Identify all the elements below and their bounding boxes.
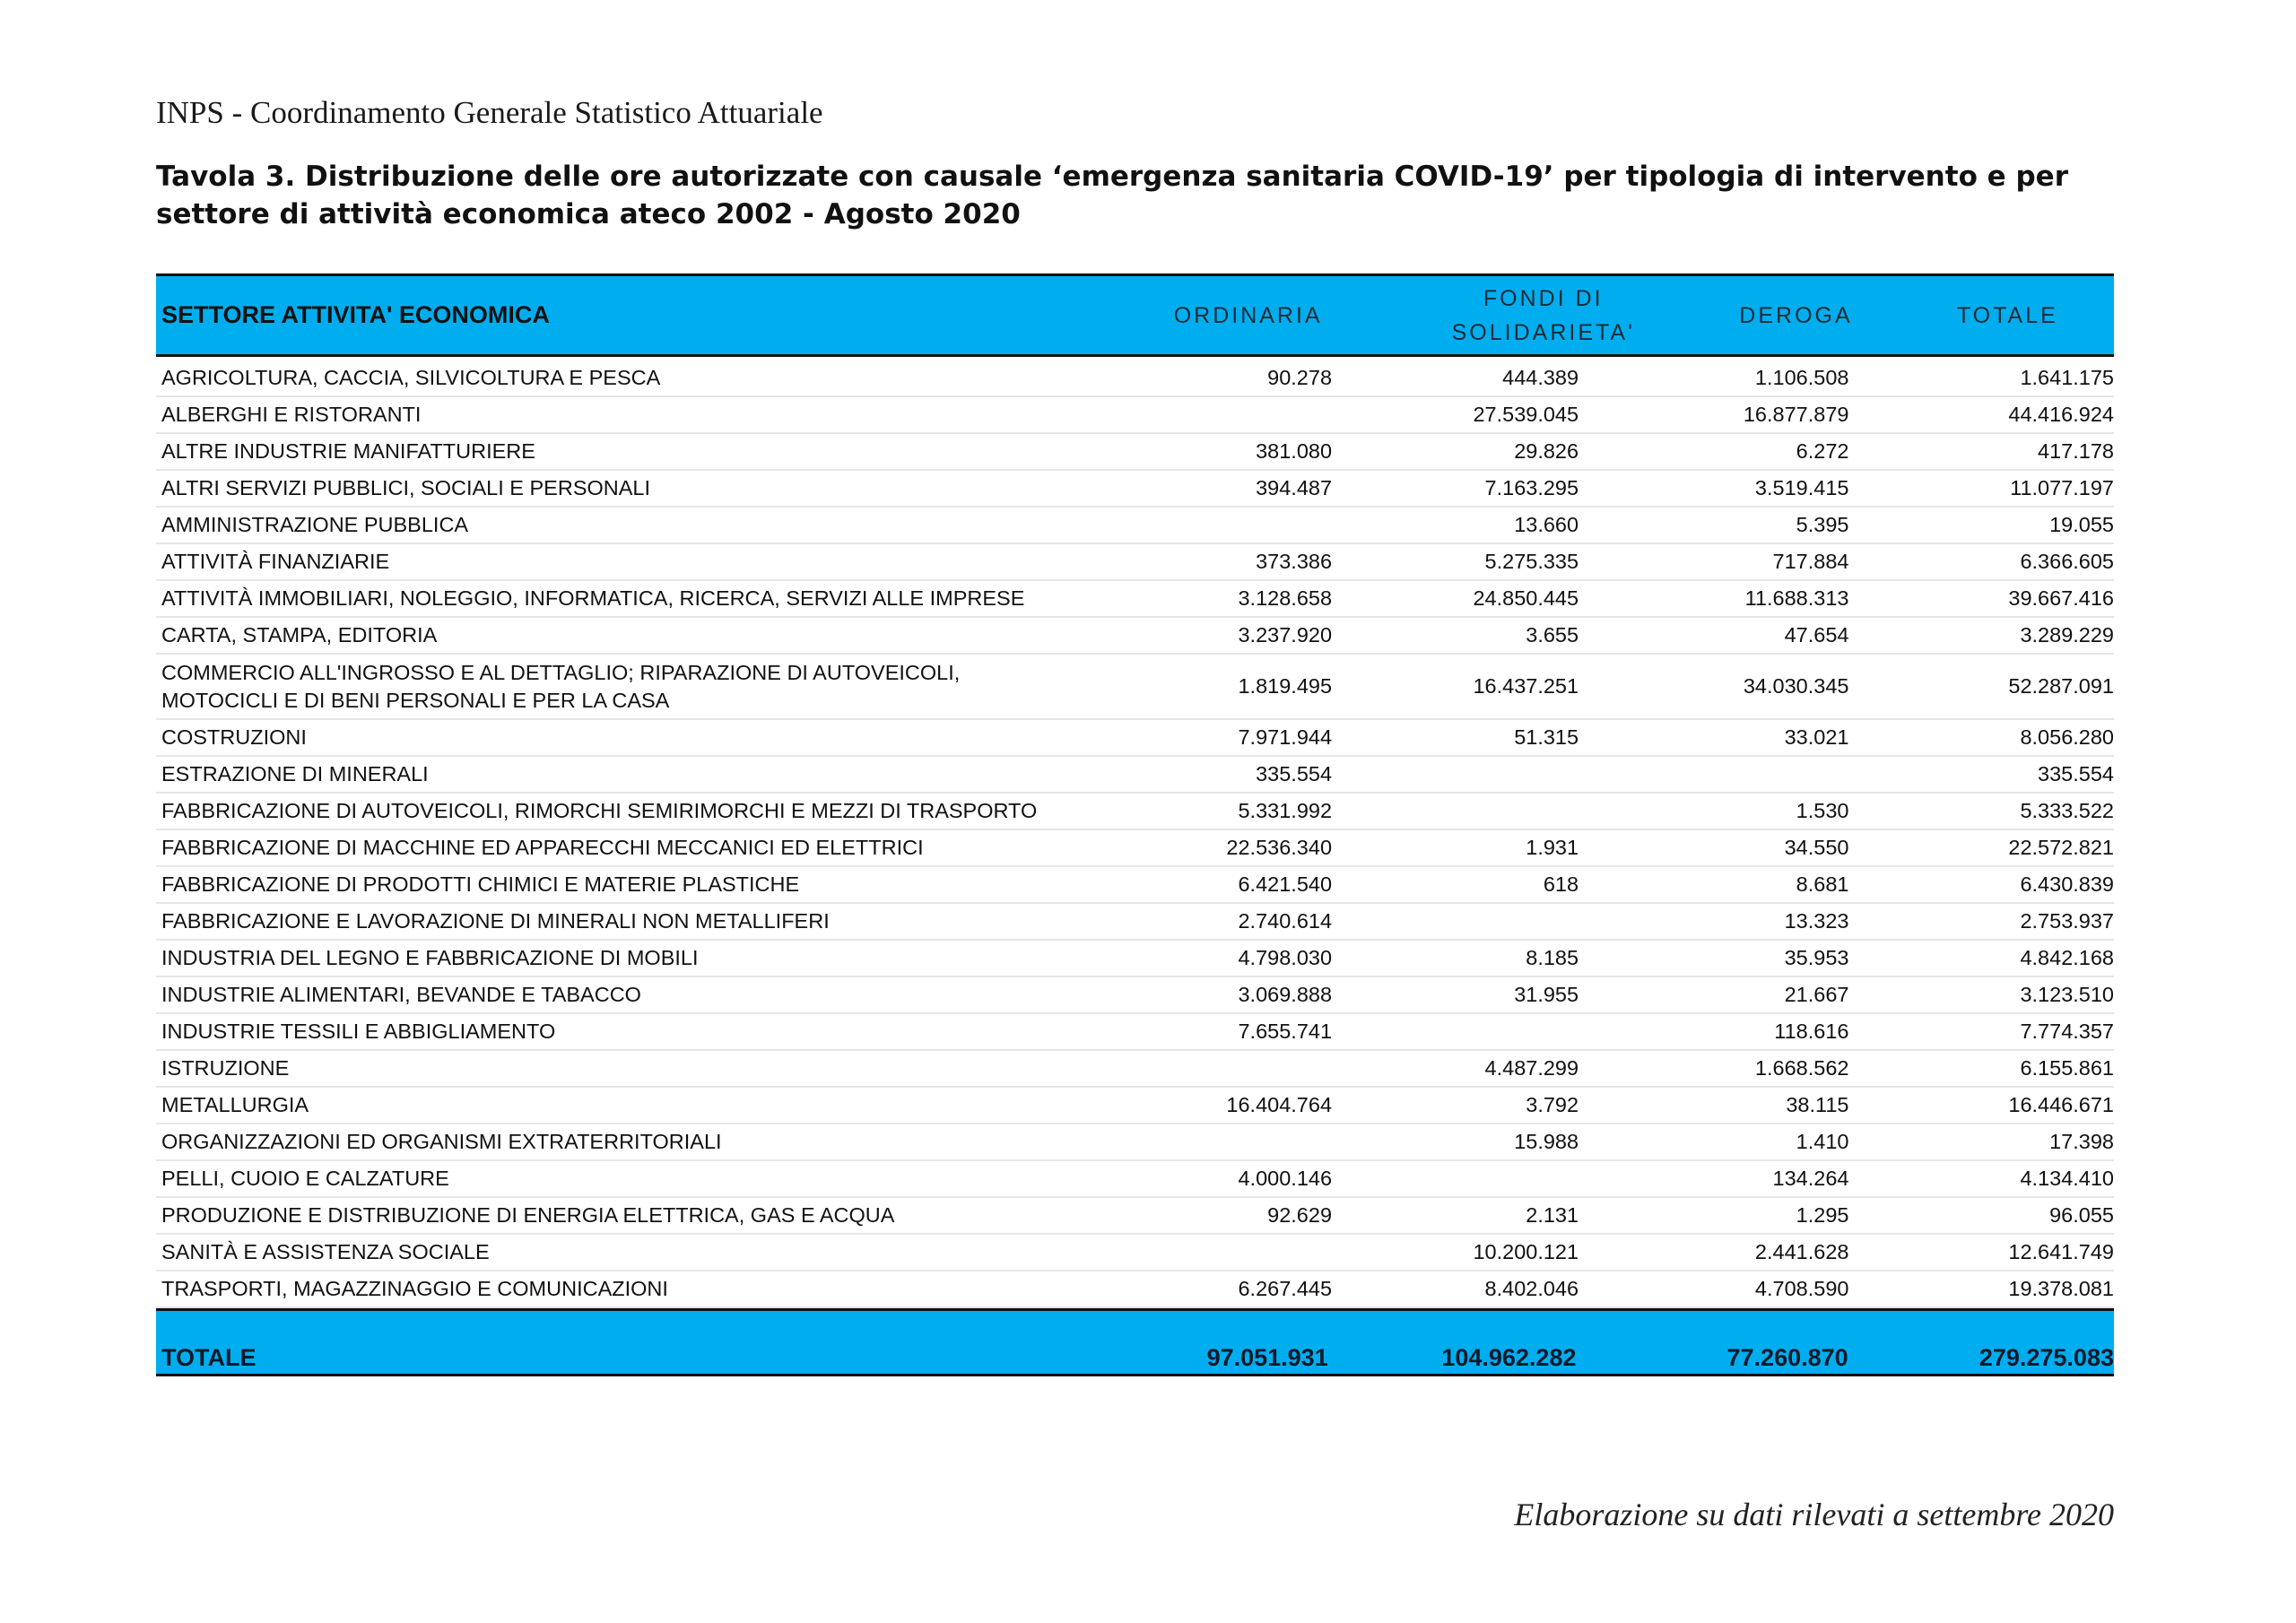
table-row: [156, 544, 2114, 581]
cell-deroga: 5.395: [1796, 513, 1849, 536]
cell-totale: 6.366.605: [2020, 550, 2114, 573]
cell-ordinaria: 7.971.944: [1238, 725, 1333, 749]
table-row: [156, 434, 2114, 471]
cell-totale: 96.055: [2049, 1203, 2114, 1227]
table-row: [156, 1235, 2114, 1271]
table-row: [156, 977, 2114, 1014]
cell-totale: 39.667.416: [2008, 586, 2114, 610]
cell-ordinaria: 4.798.030: [1238, 946, 1333, 969]
cell-ordinaria: 16.404.764: [1226, 1093, 1333, 1116]
cell-totale: 52.287.091: [2008, 674, 2114, 698]
cell-fondi: 5.275.335: [1484, 550, 1579, 573]
cell-settore: FABBRICAZIONE DI MACCHINE ED APPARECCHI MECCANICI ED ELETTRICI: [161, 836, 924, 859]
cell-fondi: 3.792: [1526, 1093, 1579, 1116]
cell-totale: 12.641.749: [2008, 1240, 2114, 1263]
cell-deroga: 1.295: [1796, 1203, 1849, 1227]
cell-fondi: 15.988: [1514, 1130, 1579, 1153]
cell-deroga: 33.021: [1784, 725, 1849, 749]
cell-deroga: 11.688.313: [1744, 586, 1849, 610]
cell-totale: 2.753.937: [2020, 909, 2114, 933]
cell-totale: 1.641.175: [2020, 366, 2114, 389]
table-row: [156, 655, 2114, 720]
cell-ordinaria: 22.536.340: [1226, 836, 1333, 859]
cell-totale: 19.055: [2049, 513, 2114, 536]
cell-settore: TRASPORTI, MAGAZZINAGGIO E COMUNICAZIONI: [161, 1277, 668, 1300]
table-row: [156, 618, 2114, 655]
table-row: [156, 1124, 2114, 1161]
table-row: [156, 720, 2114, 757]
cell-fondi: 51.315: [1514, 725, 1579, 749]
cell-settore: AMMINISTRAZIONE PUBBLICA: [161, 513, 469, 536]
table-row: [156, 904, 2114, 941]
cell-fondi: 618: [1543, 872, 1579, 896]
cell-totale: 3.289.229: [2020, 623, 2114, 647]
cell-settore: FABBRICAZIONE DI PRODOTTI CHIMICI E MATERIE PLASTICHE: [161, 872, 800, 896]
cell-settore: ATTIVITÀ FINANZIARIE: [161, 550, 390, 573]
cell-ordinaria: 90.278: [1267, 366, 1333, 389]
cell-deroga: 2.441.628: [1754, 1240, 1849, 1263]
cell-deroga: 34.550: [1784, 836, 1849, 859]
table-row: [156, 471, 2114, 508]
cell-settore: ALTRI SERVIZI PUBBLICI, SOCIALI E PERSONALI: [161, 476, 651, 499]
cell-totale: 44.416.924: [2008, 403, 2114, 426]
cell-settore: SANITÀ E ASSISTENZA SOCIALE: [161, 1240, 490, 1263]
column-header-fondi-line1: FONDI DI: [1483, 285, 1604, 311]
cell-ordinaria: 3.069.888: [1238, 983, 1333, 1006]
cell-ordinaria: 6.421.540: [1238, 872, 1333, 896]
cell-settore: PELLI, CUOIO E CALZATURE: [161, 1167, 449, 1190]
cell-settore: ATTIVITÀ IMMOBILIARI, NOLEGGIO, INFORMATICA, RICERCA, SERVIZI ALLE IMPRESE: [161, 586, 1025, 610]
cell-fondi: 444.389: [1502, 366, 1579, 389]
cell-settore: FABBRICAZIONE DI AUTOVEICOLI, RIMORCHI SEMIRIMORCHI E MEZZI DI TRASPORTO: [161, 799, 1038, 822]
cell-totale: 417.178: [2038, 439, 2114, 463]
table-row: [156, 508, 2114, 544]
cell-settore: COSTRUZIONI: [161, 725, 307, 749]
cell-deroga: 1.410: [1796, 1130, 1849, 1153]
cell-totale: 11.077.197: [2010, 476, 2114, 499]
table-title: Tavola 3. Distribuzione delle ore autorizzate con causale ‘emergenza sanitaria COVID-19’ per tipologia di intervento e per settore di attività economica ateco 2002 - Agosto 2020: [156, 161, 2068, 230]
column-header-fondi-line2: SOLIDARIETA': [1451, 319, 1635, 345]
cell-deroga: 1.530: [1796, 799, 1849, 822]
cell-ordinaria: 2.740.614: [1238, 909, 1333, 933]
cell-settore: ESTRAZIONE DI MINERALI: [161, 762, 429, 785]
cell-deroga: 13.323: [1784, 909, 1849, 933]
table-row: [156, 1271, 2114, 1308]
column-header-ordinaria: ORDINARIA: [1173, 302, 1323, 328]
cell-deroga: 118.616: [1774, 1020, 1849, 1043]
cell-settore: INDUSTRIA DEL LEGNO E FABBRICAZIONE DI MOBILI: [161, 946, 699, 969]
cell-deroga: 35.953: [1784, 946, 1849, 969]
cell-settore: INDUSTRIE ALIMENTARI, BEVANDE E TABACCO: [161, 983, 641, 1006]
column-header-deroga: DEROGA: [1739, 302, 1853, 328]
column-header-settore: SETTORE ATTIVITA' ECONOMICA: [161, 301, 550, 328]
cell-ordinaria: 5.331.992: [1238, 799, 1333, 822]
total-deroga: 77.260.870: [1726, 1344, 1848, 1371]
cell-fondi: 1.931: [1526, 836, 1579, 859]
cell-settore: AGRICOLTURA, CACCIA, SILVICOLTURA E PESCA: [161, 366, 661, 389]
cell-totale: 16.446.671: [2008, 1093, 2114, 1116]
cell-totale: 22.572.821: [2008, 836, 2114, 859]
cell-settore: ALBERGHI E RISTORANTI: [161, 403, 422, 426]
cell-settore: CARTA, STAMPA, EDITORIA: [161, 623, 438, 647]
cell-ordinaria: 394.487: [1256, 476, 1333, 499]
total-row: [156, 1308, 2114, 1376]
cell-deroga: 1.668.562: [1754, 1056, 1849, 1080]
cell-totale: 19.378.081: [2008, 1277, 2114, 1300]
total-fondi: 104.962.282: [1441, 1344, 1577, 1371]
cell-fondi: 27.539.045: [1473, 403, 1579, 426]
cell-totale: 17.398: [2049, 1130, 2114, 1153]
column-header-totale: TOTALE: [1956, 302, 2058, 328]
table-row: [156, 757, 2114, 794]
table-row: [156, 867, 2114, 904]
total-label: TOTALE: [161, 1344, 257, 1371]
cell-deroga: 47.654: [1784, 623, 1849, 647]
cell-settore-line1: COMMERCIO ALL'INGROSSO E AL DETTAGLIO; RIPARAZIONE DI AUTOVEICOLI,: [161, 660, 961, 684]
cell-totale: 8.056.280: [2020, 725, 2114, 749]
cell-totale: 6.155.861: [2020, 1056, 2114, 1080]
cell-fondi: 24.850.445: [1473, 586, 1579, 610]
cell-ordinaria: 1.819.495: [1238, 674, 1333, 698]
total-ordinaria: 97.051.931: [1206, 1344, 1328, 1371]
table-row: [156, 397, 2114, 434]
cell-fondi: 3.655: [1526, 623, 1579, 647]
cell-settore: INDUSTRIE TESSILI E ABBIGLIAMENTO: [161, 1020, 556, 1043]
cell-deroga: 717.884: [1772, 550, 1849, 573]
cell-deroga: 38.115: [1786, 1093, 1849, 1116]
cell-settore: FABBRICAZIONE E LAVORAZIONE DI MINERALI NON METALLIFERI: [161, 909, 830, 933]
table-row: [156, 830, 2114, 867]
table-row: [156, 1014, 2114, 1051]
cell-deroga: 3.519.415: [1754, 476, 1849, 499]
table-row: [156, 360, 2114, 397]
cell-deroga: 6.272: [1796, 439, 1849, 463]
cell-settore: PRODUZIONE E DISTRIBUZIONE DI ENERGIA ELETTRICA, GAS E ACQUA: [161, 1203, 895, 1227]
cell-deroga: 4.708.590: [1754, 1277, 1849, 1300]
cell-fondi: 16.437.251: [1473, 674, 1579, 698]
cell-deroga: 21.667: [1784, 983, 1849, 1006]
cell-deroga: 8.681: [1796, 872, 1849, 896]
table-body: [156, 357, 2114, 1308]
cell-ordinaria: 373.386: [1256, 550, 1333, 573]
source-note: Elaborazione su dati rilevati a settembre 2020: [1514, 1497, 2114, 1532]
cell-fondi: 13.660: [1514, 513, 1579, 536]
cell-fondi: 2.131: [1526, 1203, 1579, 1227]
cell-totale: 335.554: [2038, 762, 2114, 785]
cell-ordinaria: 381.080: [1256, 439, 1333, 463]
column-header-fondi: [1396, 282, 1691, 350]
cell-deroga: 34.030.345: [1743, 674, 1849, 698]
cell-settore: METALLURGIA: [161, 1093, 309, 1116]
cell-totale: 7.774.357: [2020, 1020, 2114, 1043]
cell-settore: ALTRE INDUSTRIE MANIFATTURIERE: [161, 439, 535, 463]
cell-settore: ORGANIZZAZIONI ED ORGANISMI EXTRATERRITORIALI: [161, 1130, 722, 1153]
cell-ordinaria: 4.000.146: [1238, 1167, 1333, 1190]
table-row: [156, 1051, 2114, 1088]
cell-ordinaria: 6.267.445: [1238, 1277, 1333, 1300]
cell-ordinaria: 7.655.741: [1238, 1020, 1333, 1043]
table-row: [156, 1161, 2114, 1198]
table-row: [156, 1198, 2114, 1235]
cell-totale: 5.333.522: [2020, 799, 2114, 822]
cell-ordinaria: 335.554: [1256, 762, 1333, 785]
table-header: [156, 276, 2114, 357]
cell-fondi: 31.955: [1514, 983, 1579, 1006]
cell-fondi: 8.402.046: [1484, 1277, 1579, 1300]
cell-fondi: 4.487.299: [1484, 1056, 1579, 1080]
data-table: [156, 273, 2114, 1376]
cell-fondi: 29.826: [1514, 439, 1579, 463]
table-row: [156, 1088, 2114, 1124]
cell-fondi: 7.163.295: [1484, 476, 1579, 499]
cell-ordinaria: 3.128.658: [1238, 586, 1333, 610]
cell-deroga: 1.106.508: [1754, 366, 1849, 389]
cell-settore-line2: MOTOCICLI E DI BENI PERSONALI E PER LA CASA: [161, 688, 670, 712]
cell-deroga: 134.264: [1772, 1167, 1849, 1190]
cell-totale: 4.134.410: [2020, 1167, 2114, 1190]
cell-ordinaria: 3.237.920: [1238, 623, 1333, 647]
cell-fondi: 10.200.121: [1473, 1240, 1579, 1263]
cell-ordinaria: 92.629: [1267, 1203, 1333, 1227]
cell-settore: ISTRUZIONE: [161, 1056, 290, 1080]
cell-settore: [156, 659, 1106, 715]
cell-totale: 4.842.168: [2020, 946, 2114, 969]
cell-deroga: 16.877.879: [1743, 403, 1849, 426]
total-totale: 279.275.083: [1979, 1344, 2114, 1371]
page-header: INPS - Coordinamento Generale Statistico Attuariale: [156, 95, 823, 130]
table-row: [156, 941, 2114, 977]
table-row: [156, 581, 2114, 618]
cell-totale: 3.123.510: [2020, 983, 2114, 1006]
cell-fondi: 8.185: [1526, 946, 1579, 969]
cell-totale: 6.430.839: [2020, 872, 2114, 896]
table-row: [156, 794, 2114, 830]
